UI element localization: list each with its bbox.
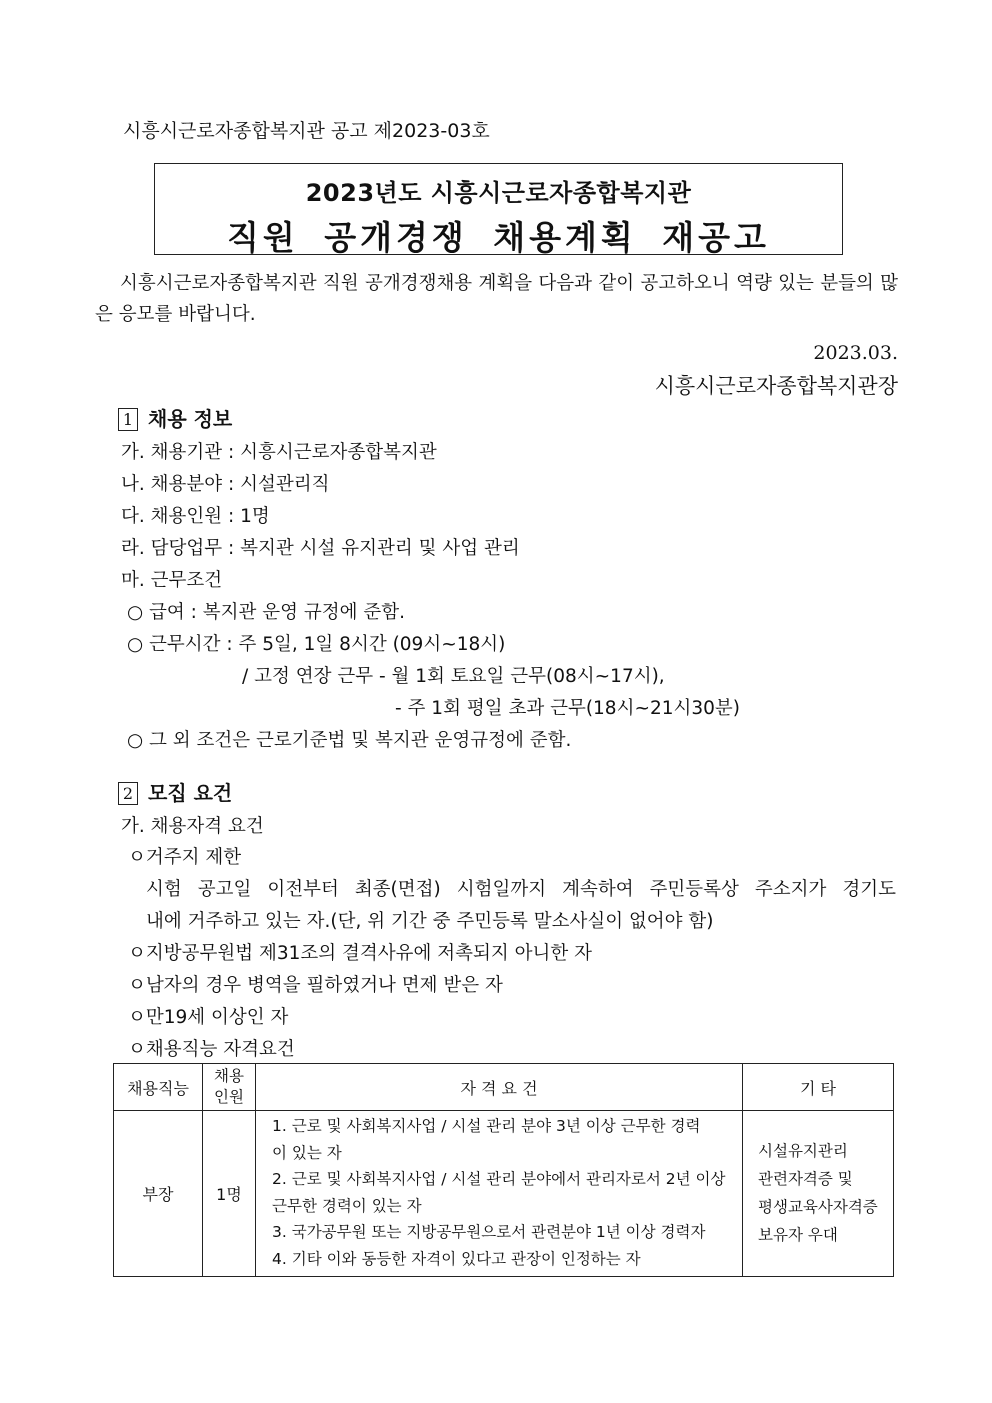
section-2-number: 2 bbox=[118, 782, 138, 805]
title-box bbox=[154, 163, 843, 255]
table-row bbox=[114, 1111, 894, 1277]
header-headcount-line-2: 인원 bbox=[214, 1088, 244, 1106]
section-1-title: 채용 정보 bbox=[148, 407, 233, 431]
info-item-duty: 라. 담당업무 : 복지관 시설 유지관리 및 사업 관리 bbox=[121, 538, 520, 559]
intro-text: 시흥시근로자종합복지관 직원 공개경쟁채용 계획을 다음과 같이 공고하오니 역량 있는 분들의 많은 응모를 바랍니다. bbox=[95, 273, 898, 325]
cell-requirements bbox=[256, 1111, 743, 1277]
etc-line: 평생교육사자격증 bbox=[758, 1198, 878, 1217]
header-etc: 기 타 bbox=[743, 1064, 894, 1111]
condition-salary: ○ 급여 : 복지관 운영 규정에 준함. bbox=[127, 602, 405, 623]
etc-line: 관련자격증 및 bbox=[758, 1170, 853, 1189]
requirement-line: 이 있는 자 bbox=[272, 1143, 342, 1162]
cell-etc bbox=[743, 1111, 894, 1277]
info-item-headcount: 다. 채용인원 : 1명 bbox=[121, 506, 270, 527]
condition-military: ㅇ남자의 경우 병역을 필하였거나 면제 받은 자 bbox=[128, 975, 503, 996]
requirement-line: 1. 근로 및 사회복지사업 / 시설 관리 분야 3년 이상 근무한 경력 bbox=[272, 1117, 701, 1135]
etc-line: 시설유지관리 bbox=[758, 1142, 848, 1161]
section-1-heading bbox=[118, 403, 232, 432]
header-headcount-line-1: 채용 bbox=[214, 1067, 244, 1085]
residence-line-2: 내에 거주하고 있는 자.(단, 위 기간 중 주민등록 말소사실이 없어야 함) bbox=[146, 911, 714, 932]
etc-line: 보유자 우대 bbox=[758, 1226, 838, 1245]
condition-overtime-1: / 고정 연장 근무 - 월 1회 토요일 근무(08시~17시), bbox=[242, 666, 665, 687]
title-line-2: 직원 공개경쟁 채용계획 재공고 bbox=[227, 218, 770, 257]
requirement-line: 2. 근로 및 사회복지사업 / 시설 관리 분야에서 관리자로서 2년 이상 bbox=[272, 1170, 726, 1189]
section-1-number: 1 bbox=[118, 408, 138, 431]
condition-job-requirements: ㅇ채용직능 자격요건 bbox=[128, 1039, 295, 1060]
table-header-row bbox=[114, 1064, 894, 1111]
requirement-line: 근무한 경력이 있는 자 bbox=[272, 1196, 422, 1215]
section-2-title: 모집 요건 bbox=[148, 781, 233, 805]
residence-title: ㅇ거주지 제한 bbox=[128, 847, 242, 868]
condition-hours: ○ 근무시간 : 주 5일, 1일 8시간 (09시~18시) bbox=[127, 634, 506, 655]
header-requirements: 자 격 요 건 bbox=[256, 1064, 743, 1111]
condition-overtime-2: - 주 1회 평일 초과 근무(18시~21시30분) bbox=[395, 698, 740, 719]
requirement-line: 4. 기타 이와 동등한 자격이 있다고 관장이 인정하는 자 bbox=[272, 1249, 641, 1268]
condition-disqualification: ㅇ지방공무원법 제31조의 결격사유에 저촉되지 아니한 자 bbox=[128, 943, 592, 964]
condition-other: ○ 그 외 조건은 근로기준법 및 복지관 운영규정에 준함. bbox=[127, 730, 572, 751]
qualification-subtitle: 가. 채용자격 요건 bbox=[121, 816, 264, 837]
signer: 시흥시근로자종합복지관장 bbox=[654, 374, 898, 398]
requirement-line: 3. 국가공무원 또는 지방공무원으로서 관련분야 1년 이상 경력자 bbox=[272, 1223, 706, 1242]
residence-line-1: 시험 공고일 이전부터 최종(면접) 시험일까지 계속하여 주민등록상 주소지가 경기도 bbox=[146, 879, 896, 900]
info-item-conditions: 마. 근무조건 bbox=[121, 570, 223, 591]
condition-age: ㅇ만19세 이상인 자 bbox=[128, 1007, 289, 1028]
header-position: 채용직능 bbox=[114, 1064, 203, 1111]
announcement-date: 2023.03. bbox=[813, 342, 898, 364]
info-item-agency: 가. 채용기관 : 시흥시근로자종합복지관 bbox=[121, 442, 437, 463]
requirements-table bbox=[113, 1063, 894, 1277]
intro-paragraph bbox=[95, 268, 898, 330]
info-item-field: 나. 채용분야 : 시설관리직 bbox=[121, 474, 330, 495]
cell-headcount: 1명 bbox=[203, 1111, 256, 1277]
cell-position: 부장 bbox=[114, 1111, 203, 1277]
title-line-1: 2023년도 시흥시근로자종합복지관 bbox=[305, 179, 692, 207]
section-2-heading bbox=[118, 777, 232, 806]
header-headcount bbox=[203, 1064, 256, 1111]
notice-number: 시흥시근로자종합복지관 공고 제2023-03호 bbox=[123, 120, 490, 142]
